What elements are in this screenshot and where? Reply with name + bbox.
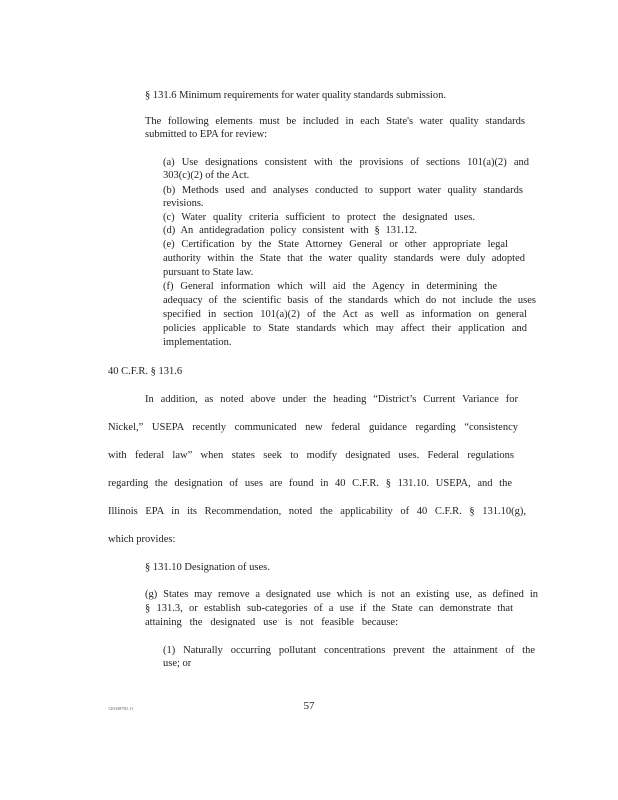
item-f-line-1: (f) General information which will aid the Agency in determining the bbox=[163, 281, 497, 292]
item-f-line-5: implementation. bbox=[163, 337, 232, 348]
page-number: 57 bbox=[303, 700, 315, 712]
item-g-line-2: § 131.3, or establish sub-categories of a use if the State can demonstrate that bbox=[145, 603, 513, 614]
item-a-line-1: (a) Use designations consistent with the provisions of sections 101(a)(2) and bbox=[163, 157, 529, 168]
body-line-6: which provides: bbox=[108, 534, 176, 545]
intro-line-1: The following elements must be included in each State's water quality standards bbox=[145, 116, 525, 127]
item-e-line-1: (e) Certification by the State Attorney General or other appropriate legal bbox=[163, 239, 508, 250]
item-f-line-2: adequacy of the scientific basis of the standards which do not include the uses bbox=[163, 295, 536, 306]
item-g1-line-2: use; or bbox=[163, 658, 192, 669]
citation-40-cfr-131-6: 40 C.F.R. § 131.6 bbox=[108, 366, 183, 377]
body-line-3: with federal law” when states seek to modify designated uses. Federal regulations bbox=[108, 450, 514, 461]
section-131-10-heading: § 131.10 Designation of uses. bbox=[145, 562, 270, 573]
document-id: {20338781.1} bbox=[108, 706, 134, 711]
body-line-1: In addition, as noted above under the heading “District’s Current Variance for bbox=[145, 394, 518, 405]
body-line-2: Nickel,” USEPA recently communicated new federal guidance regarding “consistency bbox=[108, 422, 518, 433]
item-a-line-2: 303(c)(2) of the Act. bbox=[163, 170, 250, 181]
item-f-line-3: specified in section 101(a)(2) of the Act as well as information on general bbox=[163, 309, 527, 320]
item-g1-line-1: (1) Naturally occurring pollutant concentrations prevent the attainment of the bbox=[163, 645, 535, 656]
body-line-5: Illinois EPA in its Recommendation, noted the applicability of 40 C.F.R. § 131.10(g), bbox=[108, 506, 526, 517]
item-d-line-1: (d) An antidegradation policy consistent with § 131.12. bbox=[163, 225, 417, 236]
item-e-line-3: pursuant to State law. bbox=[163, 267, 254, 278]
item-c-line-1: (c) Water quality criteria sufficient to protect the designated uses. bbox=[163, 212, 475, 223]
body-line-4: regarding the designation of uses are found in 40 C.F.R. § 131.10. USEPA, and the bbox=[108, 478, 512, 489]
item-b-line-1: (b) Methods used and analyses conducted to support water quality standards bbox=[163, 185, 523, 196]
item-e-line-2: authority within the State that the water quality standards were duly adopted bbox=[163, 253, 525, 264]
section-131-6-heading: § 131.6 Minimum requirements for water quality standards submission. bbox=[145, 90, 446, 101]
item-g-line-1: (g) States may remove a designated use which is not an existing use, as defined in bbox=[145, 589, 538, 600]
item-f-line-4: policies applicable to State standards which may affect their application and bbox=[163, 323, 527, 334]
item-g-line-3: attaining the designated use is not feasible because: bbox=[145, 617, 398, 628]
intro-line-2: submitted to EPA for review: bbox=[145, 129, 268, 140]
item-b-line-2: revisions. bbox=[163, 198, 204, 209]
